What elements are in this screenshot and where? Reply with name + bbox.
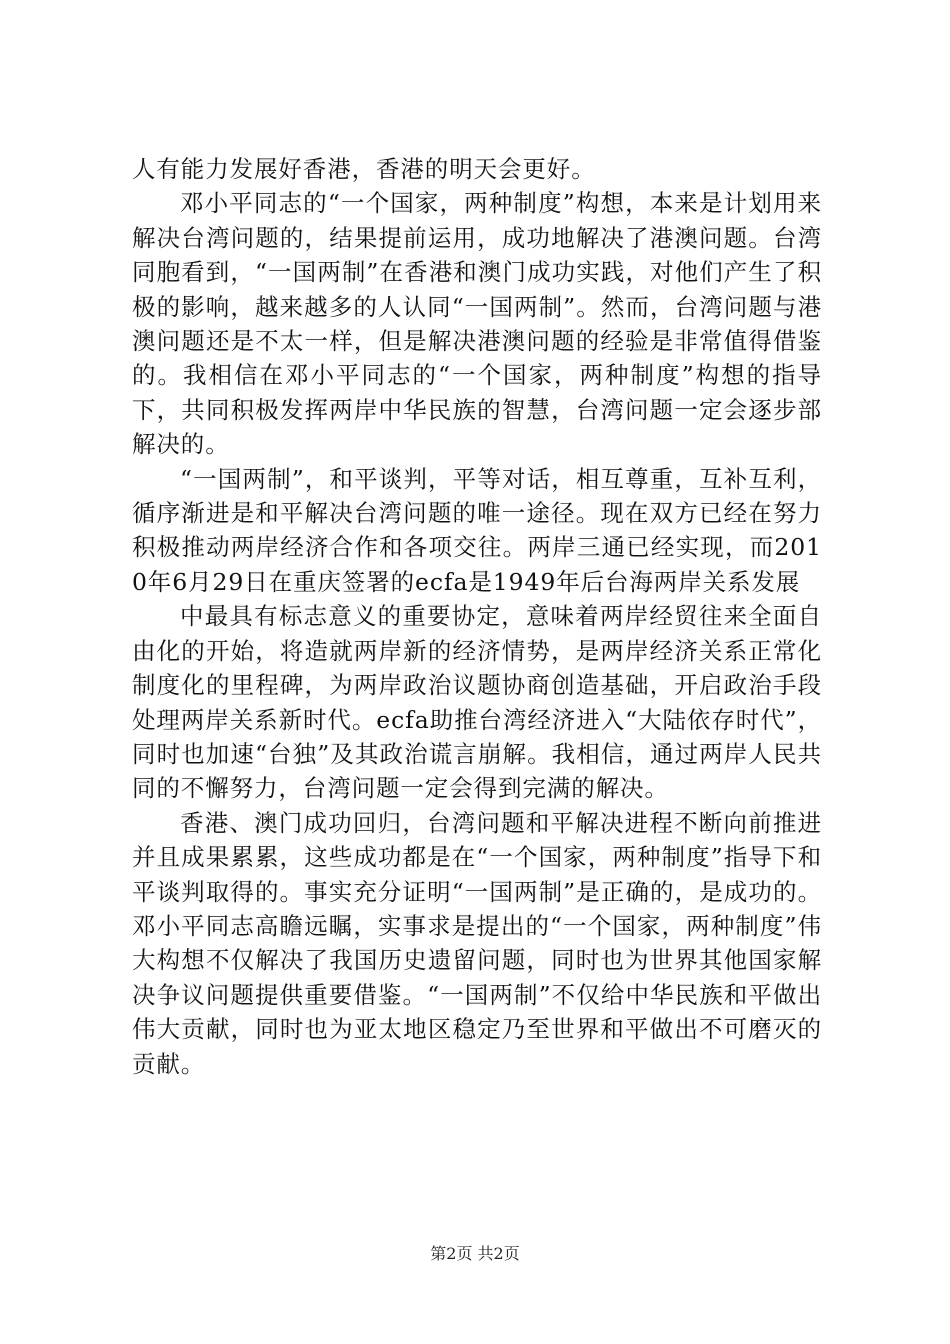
body-text bbox=[132, 152, 822, 1081]
paragraph-3: “一国两制”，和平谈判，平等对话，相互尊重，互补互利，循序渐进是和平解决台湾问题的唯一途径。现在双方已经在努力积极推动两岸经济合作和各项交往。两岸三通已经实现，而2010年6月29日在重庆签署的ecfa是1949年后台海两岸关系发展 bbox=[132, 464, 822, 596]
paragraph-5: 香港、澳门成功回归，台湾问题和平解决进程不断向前推进并且成果累累，这些成功都是在“一个国家，两种制度”指导下和平谈判取得的。事实充分证明“一国两制”是正确的，是成功的。邓小平同志高瞻远瞩，实事求是提出的“一个国家，两种制度”伟大构想不仅解决了我国历史遗留问题，同时也为世界其他国家解决争议问题提供重要借鉴。“一国两制”不仅给中华民族和平做出伟大贡献，同时也为亚太地区稳定乃至世界和平做出不可磨灭的贡献。 bbox=[132, 808, 822, 1078]
paragraph-1: 人有能力发展好香港，香港的明天会更好。 bbox=[132, 155, 596, 183]
paragraph-4: 中最具有标志意义的重要协定，意味着两岸经贸往来全面自由化的开始，将造就两岸新的经济情势，是两岸经济关系正常化制度化的里程碑，为两岸政治议题协商创造基础，开启政治手段处理两岸关系新时代。ecfa助推台湾经济进入“大陆依存时代”，同时也加速“台独”及其政治谎言崩解。我相信，通过两岸人民共同的不懈努力，台湾问题一定会得到完满的解决。 bbox=[132, 602, 822, 803]
page-number-footer: 第2页 共2页 bbox=[430, 1244, 520, 1263]
paragraph-2: 邓小平同志的“一个国家，两种制度”构想，本来是计划用来解决台湾问题的，结果提前运用，成功地解决了港澳问题。台湾同胞看到，“一国两制”在香港和澳门成功实践，对他们产生了积极的影响，越来越多的人认同“一国两制”。然而，台湾问题与港澳问题还是不太一样，但是解决港澳问题的经验是非常值得借鉴的。我相信在邓小平同志的“一个国家，两种制度”构想的指导下，共同积极发挥两岸中华民族的智慧，台湾问题一定会逐步部解决的。 bbox=[132, 189, 822, 459]
